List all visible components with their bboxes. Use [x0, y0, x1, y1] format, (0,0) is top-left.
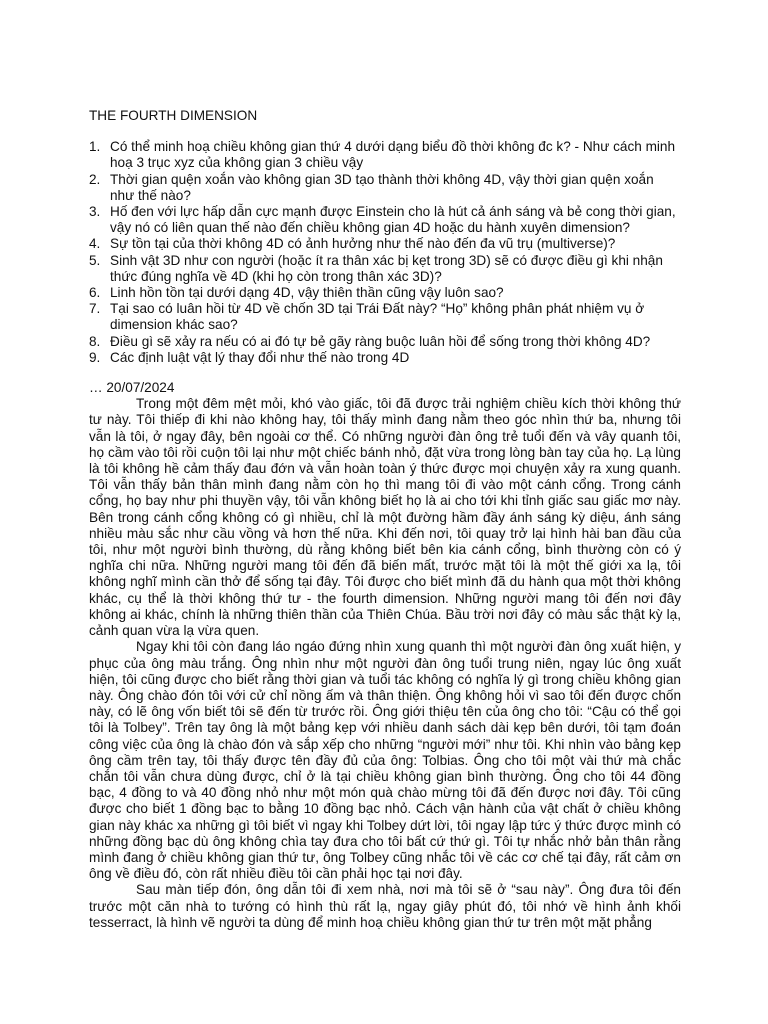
list-item-number: 6.	[89, 285, 101, 301]
date-line: … 20/07/2024	[89, 380, 175, 396]
list-item	[89, 253, 681, 285]
question-list	[89, 139, 681, 366]
list-item-text: Điều gì sẽ xảy ra nếu có ai đó tự bẻ gãy ràng buộc luân hồi để sống trong thời không 4D?	[110, 333, 651, 349]
list-item-number: 4.	[89, 236, 101, 252]
list-item-text: Sự tồn tại của thời không 4D có ảnh hưởng như thế nào đến đa vũ trụ (multiverse)?	[110, 236, 616, 252]
list-item-text: Thời gian quện xoắn vào không gian 3D tạo thành thời không 4D, vậy thời gian quện xoắn như thế nào?	[110, 171, 654, 203]
list-item-text: Linh hồn tồn tại dưới dạng 4D, vậy thiên thần cũng vậy luôn sao?	[110, 285, 504, 301]
list-item-text: Tại sao có luân hồi từ 4D về chốn 3D tại Trái Đất này? “Họ” không phân phát nhiệm vụ ở dimension khác sao?	[110, 301, 645, 333]
list-item	[89, 350, 681, 366]
list-item-text: Các định luật vật lý thay đổi như thế nào trong 4D	[110, 349, 410, 365]
document-body	[89, 108, 681, 931]
list-item	[89, 301, 681, 333]
list-item-number: 2.	[89, 171, 101, 187]
list-item	[89, 204, 681, 236]
list-item-number: 3.	[89, 204, 101, 220]
list-item-number: 7.	[89, 301, 101, 317]
body-paragraph: Ngay khi tôi còn đang láo ngáo đứng nhìn xung quanh thì một người đàn ông xuất hiện, y phục của ông màu trắng. Ông nhìn như một người đàn ông tuổi trung niên, ngay lúc ông xuất hiện, tôi cũng được cho biết rằng thời gian và tuổi tác không có nghĩa lý gì trong chiều không gian này. Ông chào đón tôi với cử chỉ nồng ấm và thân thiện. Ông không hỏi vì sao tôi đến được chốn này, có lẽ ông vốn biết tôi sẽ đến từ trước rồi. Ông giới thiệu tên của ông cho tôi: “Cậu có thể gọi tôi là Tolbey”. Trên tay ông là một bảng kẹp với nhiều danh sách dài kẹp bên dưới, tôi tạm đoán công việc của ông là chào đón và sắp xếp cho những “người mới” như tôi. Khi nhìn vào bảng kẹp ông cầm trên tay, tôi thấy được tên đầy đủ của ông: Tolbias. Ông cho tôi một vài thứ mà chắc chắn tôi vẫn chưa dùng được, chỉ ở là tại chiều không gian bình thường. Ông cho tôi 44 đồng bạc, 4 đồng to và 40 đồng nhỏ như một món quà chào mừng tôi đã đến được nơi đây. Tôi cũng được cho biết 1 đồng bạc to bằng 10 đồng bạc nhỏ. Cách vận hành của vật chất ở chiều không gian này khác xa những gì tôi biết vì ngay khi Tolbey dứt lời, tôi ngay lập tức ý thức được mình có những đồng bạc dù ông không chìa tay đưa cho tôi bất cứ thứ gì. Tôi tự nhắc nhở bản thân rằng mình đang ở chiều không gian thứ tư, ông Tolbey cũng nhắc tôi về các cơ chế tại đây, rất cảm ơn ông về điều đó, còn rất nhiều điều tôi cần phải học tại nơi đây.	[89, 639, 681, 882]
body-paragraph: Trong một đêm mệt mỏi, khó vào giấc, tôi đã được trải nghiệm chiều kích thời không thứ tư này. Tôi thiếp đi khi nào không hay, tôi thấy mình đang nằm theo góc nhìn thứ ba, nhưng tôi vẫn là tôi, ở ngay đây, bên ngoài cơ thể. Có những người đàn ông trẻ tuổi đến và vây quanh tôi, họ cầm vào tôi rồi cuộn tôi lại như một chiếc bánh nhỏ, đặt vừa trong lòng bàn tay của họ. Lạ lùng là tôi không hề cảm thấy đau đớn và vẫn hoàn toàn ý thức được mọi chuyện xảy ra xung quanh. Tôi vẫn thấy bản thân mình đang nằm còn họ thì mang tôi đi vào một cánh cổng. Trong cánh cổng, họ bay như phi thuyền vậy, tôi vẫn không biết họ là ai cho tới khi tỉnh giấc sau giấc mơ này. Bên trong cánh cổng không có gì nhiều, chỉ là một đường hầm đầy ánh sáng kỳ diệu, ánh sáng nhiều màu sắc như cầu vồng và hơn thế nữa. Khi đến nơi, tôi quay trở lại hình hài ban đầu của tôi, như một người bình thường, dù rằng không biết bên kia cánh cổng, bình thường còn có ý nghĩa chi nữa. Những người mang tôi đến đã biến mất, trước mặt tôi là một thế giới xa lạ, tôi không nghĩ mình cần thở để sống tại đây. Tôi được cho biết mình đã du hành qua một thời không khác, cụ thể là thời không thứ tư - the fourth dimension. Những người mang tôi đến nơi đây không ai khác, chính là những thiên thần của Thiên Chúa. Bầu trời nơi đây có màu sắc thật kỳ lạ, cảnh quan vừa lạ vừa quen.	[89, 396, 681, 639]
list-item-number: 9.	[89, 349, 101, 365]
list-item	[89, 236, 681, 252]
list-item-text: Hố đen với lực hấp dẫn cực mạnh được Einstein cho là hút cả ánh sáng và bẻ cong thời gian, vậy nó có liên quan thế nào đến chiều không gian 4D hoặc du hành xuyên dimension?	[110, 204, 676, 236]
list-item-number: 8.	[89, 333, 101, 349]
list-item-text: Có thể minh hoạ chiều không gian thứ 4 dưới dạng biểu đồ thời không đc k? - Như cách minh hoạ 3 trục xyz của không gian 3 chiều vậy	[110, 139, 676, 171]
body-paragraph: Sau màn tiếp đón, ông dẫn tôi đi xem nhà, nơi mà tôi sẽ ở “sau này”. Ông đưa tôi đến trước một căn nhà to tướng có hình thù rất lạ, ngay giây phút đó, tôi nhớ về hình ảnh khối tesserract, là hình vẽ người ta dùng để minh hoạ chiều không gian thứ tư trên một mặt phẳng	[89, 882, 681, 930]
list-item	[89, 334, 681, 350]
list-item-number: 5.	[89, 252, 101, 268]
list-item	[89, 172, 681, 204]
list-item-number: 1.	[89, 139, 101, 155]
list-item	[89, 139, 681, 171]
document-title: THE FOURTH DIMENSION	[89, 108, 258, 123]
list-item	[89, 285, 681, 301]
list-item-text: Sinh vật 3D như con người (hoặc ít ra thân xác bị kẹt trong 3D) sẽ có được điều gì khi nhận thức đúng nghĩa về 4D (khi họ còn trong thân xác 3D)?	[110, 252, 663, 284]
